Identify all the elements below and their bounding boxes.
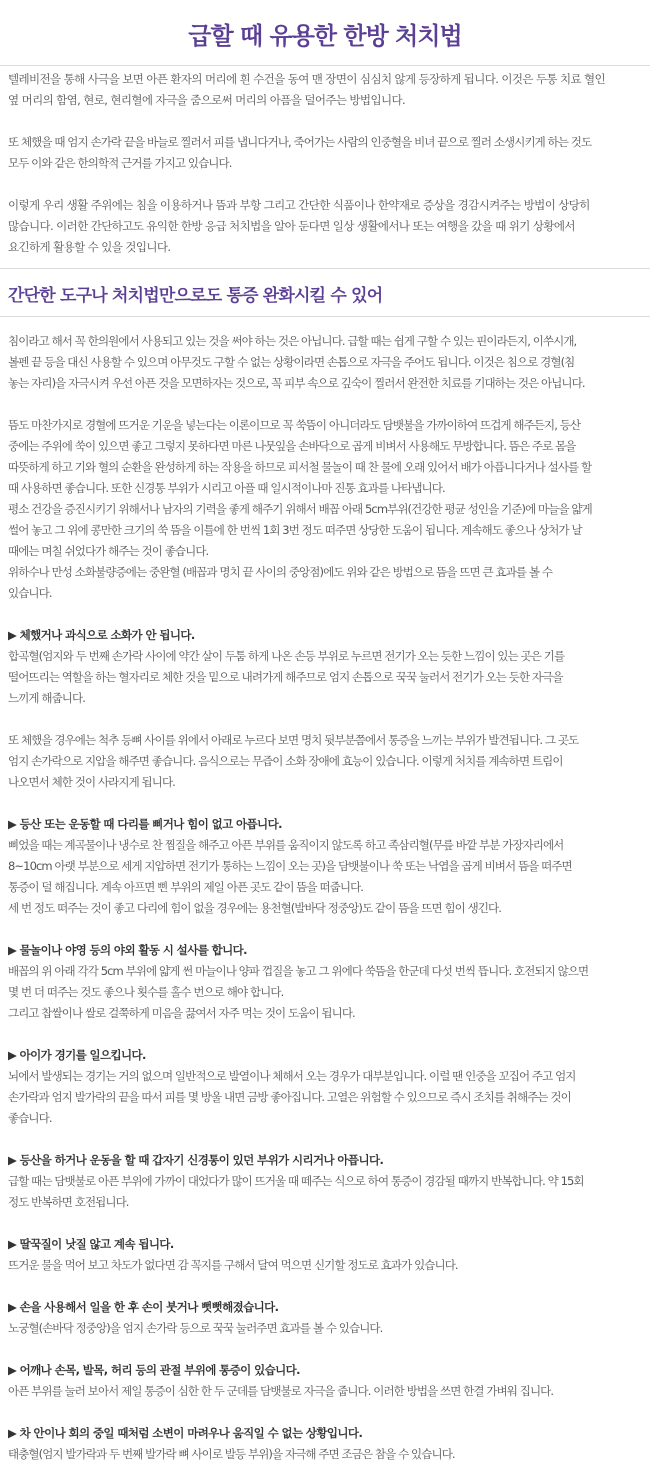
topic-title: ▶ 딸꾹질이 낫질 않고 계속 됩니다. [8, 1237, 174, 1251]
title-divider [0, 65, 650, 66]
topic-paragraph: 삐었을 때는 계곡물이나 냉수로 찬 찜질을 해주고 아픈 부위를 움직이지 않도록 하고 족삼리혈(무릎 바깥 부분 가장자리에서 8~10cm 아랫 부분으로 세게 지압하면 전기가 통하는 느낌이 오는 곳)을 담뱃불이나 쑥 또는 낙엽을 곱게 비벼서 뜸을 떠주면 통증이 덜 해집니다. 계속 아프면 삔 부위의 제일 아픈 곳도 같이 뜸을 떠줍니다. 세 번 정도 떠주는 것이 좋고 다리에 힘이 없을 경우에는 용천혈(발바닥 정중앙)도 같이 뜸을 뜨면 힘이 생긴다. [8, 838, 572, 915]
topic-paragraph: 뇌에서 발생되는 경기는 거의 없으며 일반적으로 발열이나 체해서 오는 경우가 대부분입니다. 이럴 땐 인중을 꼬집어 주고 엄지 손가락과 엄지 발가락의 끝을 따서 피를 몇 방울 내면 금방 좋아집니다. 고열은 위험할 수 있으므로 즉시 조치를 취해주는 것이 좋습니다. [8, 1069, 576, 1125]
topic-paragraph: 또 체했을 경우에는 척추 등뼈 사이를 위에서 아래로 누르다 보면 명치 뒷부분쯤에서 통증을 느끼는 부위가 발견됩니다. 그 곳도 엄지 손가락으로 지압을 해주면 좋습니다. 음식으로는 무즙이 소화 장애에 효능이 있습니다. 이렇게 처치를 계속하면 트림이 나오면서 체한 것이 사라지게 됩니다. [8, 733, 579, 789]
topic-title: ▶ 아이가 경기를 일으킵니다. [8, 1048, 146, 1062]
topic-item [8, 1297, 642, 1339]
page-title: 급할 때 유용한 한방 처치법 [188, 22, 462, 50]
intro-paragraph: 텔레비전을 통해 사극을 보면 아픈 환자의 머리에 흰 수건을 동여 맨 장면이 심심치 않게 등장하게 됩니다. 이것은 두통 치료 혈인 옆 머리의 함염, 현로, 현리혈에 자극을 줌으로써 머리의 아픔을 덜어주는 방법입니다. [8, 72, 606, 107]
topic-item [8, 1360, 642, 1402]
topic-item [8, 1423, 642, 1465]
topic-item [8, 1150, 642, 1213]
intro-paragraph: 또 체했을 때 엄지 손가락 끝을 바늘로 찔러서 피를 냅니다거나, 죽어가는 사람의 인중혈을 비녀 끝으로 찔러 소생시키게 하는 것도 모두 이와 같은 한의학적 근거를 가지고 있습니다. [8, 135, 592, 170]
topic-title: ▶ 체했거나 과식으로 소화가 안 됩니다. [8, 628, 195, 642]
topic-title: ▶ 등산을 하거나 운동을 할 때 갑자기 신경통이 있던 부위가 시리거나 아픕니다. [8, 1153, 384, 1167]
intro-section [8, 69, 642, 258]
section-body [8, 331, 642, 604]
section-heading: 간단한 도구나 처치법만으로도 통증 완화시킬 수 있어 [8, 286, 383, 306]
topic-title: ▶ 어깨나 손목, 발목, 허리 등의 관절 부위에 통증이 있습니다. [8, 1363, 300, 1377]
intro-paragraph: 이렇게 우리 생활 주위에는 침을 이용하거나 뜸과 부항 그리고 간단한 식품이나 한약재로 증상을 경감시켜주는 방법이 상당히 많습니다. 이러한 간단하고도 유익한 한방 응급 처치법을 알아 둔다면 일상 생활에서나 또는 여행을 갔을 때 위기 상황에서 요긴하게 활용할 수 있을 것입니다. [8, 198, 590, 254]
topic-paragraph: 태충혈(엄지 발가락과 두 번째 발가락 뼈 사이로 발등 부위)을 자극해 주면 조금은 참을 수 있습니다. [8, 1447, 455, 1461]
topic-paragraph: 아픈 부위를 눌러 보아서 제일 통증이 심한 한 두 군데를 담뱃불로 자극을 줍니다. 이러한 방법을 쓰면 한결 가벼워 집니다. [8, 1384, 554, 1398]
topic-title: ▶ 손을 사용해서 일을 한 후 손이 붓거나 뻣뻣해졌습니다. [8, 1300, 279, 1314]
topic-paragraph: 노궁혈(손바닥 정중앙)을 엄지 손가락 등으로 꾹꾹 눌러주면 효과를 볼 수 있습니다. [8, 1321, 383, 1335]
section-paragraph: 뜸도 마찬가지로 경혈에 뜨거운 기운을 넣는다는 이론이므로 꼭 쑥뜸이 아니더라도 담뱃불을 가까이하여 뜨겁게 해주든지, 등산 중에는 주위에 쑥이 있으면 좋고 그렇지 못하다면 마른 나뭇잎을 손바닥으로 곱게 비벼서 사용해도 무방합니다. 뜸은 주로 몸을 따뜻하게 하고 기와 혈의 순환을 완성하게 하는 작용을 하므로 피서철 물놀이 때 찬 물에 오래 있어서 배가 아픕니다거나 설사를 할 때 사용하면 좋습니다. 또한 신경통 부위가 시리고 아플 때 일시적이나마 진통 효과를 나타냅니다. 평소 건강을 증진시키기 위해서나 남자의 기력을 좋게 해주기 위해서 배꼽 아래 5cm부위(건강한 평균 성인을 기준)에 마늘을 얇게 썰어 놓고 그 위에 콩만한 크기의 쑥 뜸을 이틀에 한 번씩 1회 3번 정도 떠주면 상당한 도움이 됩니다. 계속해도 좋으나 상처가 날 때에는 며칠 쉬었다가 해주는 것이 좋습니다. 위하수나 만성 소화불량증에는 중완혈 (배꼽과 명치 끝 사이의 중앙점)에도 위와 같은 방법으로 뜸을 뜨면 큰 효과를 볼 수 있습니다. [8, 418, 592, 600]
topic-item [8, 1045, 642, 1129]
section-paragraph: 침이라고 해서 꼭 한의원에서 사용되고 있는 것을 써야 하는 것은 아닙니다. 급할 때는 쉽게 구할 수 있는 핀이라든지, 이쑤시개, 볼펜 끝 등을 대신 사용할 수 있으며 아무것도 구할 수 없는 상황이라면 손톱으로 자극을 주어도 됩니다. 이것은 침으로 경혈(침 놓는 자리)을 자극시켜 우선 아픈 것을 모면하자는 것으로, 꼭 피부 속으로 깊숙이 찔러서 완전한 치료를 기대하는 것은 아닙니다. [8, 334, 585, 390]
topic-item [8, 940, 642, 1024]
section-divider [0, 316, 650, 317]
topic-paragraph: 배꼽의 위 아래 각각 5cm 부위에 얇게 썬 마늘이나 양파 껍질을 놓고 그 위에다 쑥뜸을 한군데 다섯 번씩 뜹니다. 호전되지 않으면 몇 번 더 떠주는 것도 좋으나 횟수를 홀수 번으로 해야 합니다. 그리고 찹쌀이나 쌀로 걸쭉하게 미음을 끓여서 자주 먹는 것이 도움이 됩니다. [8, 964, 589, 1020]
topic-title: ▶ 차 안이나 회의 중일 때처럼 소변이 마려우나 움직일 수 없는 상황입니다. [8, 1426, 363, 1440]
topic-item [8, 625, 642, 793]
section-divider [0, 268, 650, 269]
topic-paragraph: 뜨거운 물을 먹어 보고 차도가 없다면 감 꼭지를 구해서 달여 먹으면 신기할 정도로 효과가 있습니다. [8, 1258, 458, 1272]
topic-paragraph: 합곡혈(엄지와 두 번째 손가락 사이에 약간 살이 두툼 하게 나온 손등 부위로 누르면 전기가 오는 듯한 느낌이 있는 곳은 기를 떨어뜨리는 역할을 하는 혈자리로 체한 것을 밑으로 내려가게 해주므로 엄지 손톱으로 꾹꾹 눌러서 전기가 오는 듯한 자극을 느끼게 해줍니다. [8, 649, 565, 705]
topic-title: ▶ 물놀이나 야영 등의 야외 활동 시 설사를 합니다. [8, 943, 247, 957]
topic-title: ▶ 등산 또는 운동할 때 다리를 삐거나 힘이 없고 아픕니다. [8, 817, 282, 831]
topic-item [8, 814, 642, 919]
topic-paragraph: 급할 때는 담뱃불로 아픈 부위에 가까이 대었다가 많이 뜨거울 때 떼주는 식으로 하여 통증이 경감될 때까지 반복합니다. 약 15회 정도 반복하면 호전됩니다. [8, 1174, 584, 1209]
